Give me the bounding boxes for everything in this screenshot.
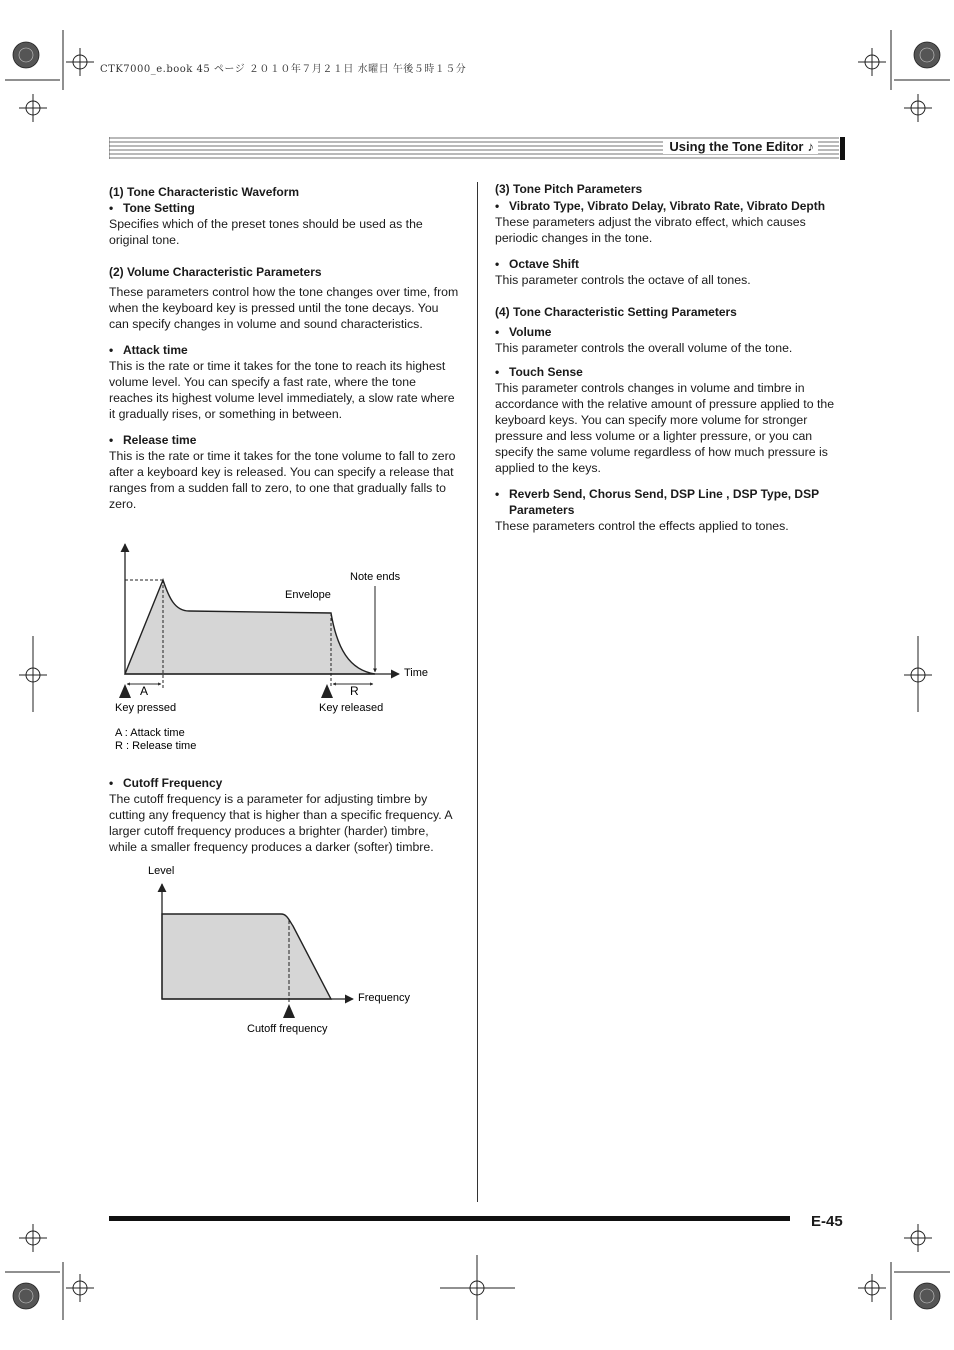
- footer-rule: [109, 1216, 790, 1221]
- bullet-octave-shift: • Octave Shift: [495, 257, 580, 271]
- print-info: CTK7000_e.book 45 ページ ２０１０年７月２１日 水曜日 午後５時１５分: [100, 64, 467, 75]
- touch-sense-text: This parameter controls changes in volume and timbre in accordance with the relative amount of pressure applied to the keyboard keys. You can specify more volume for stronger pressure and less volume or a lighter pressure, or you can specify the same volume regardless of how much pressure is applied to the keys.: [495, 381, 835, 475]
- bullet-vibrato: • Vibrato Type, Vibrato Delay, Vibrato Rate, Vibrato Depth: [495, 199, 826, 213]
- key-pressed-marker: [119, 684, 131, 698]
- vibrato-text: These parameters adjust the vibrato effect, which causes periodic changes in the tone.: [495, 215, 806, 245]
- bullet-attack-time: • Attack time: [109, 343, 188, 357]
- bullet-cutoff-frequency: • Cutoff Frequency: [109, 776, 223, 790]
- tone-setting-text: Specifies which of the preset tones should be used as the original tone.: [109, 217, 423, 247]
- legend-attack: A : Attack time: [115, 727, 185, 739]
- label-a: A: [140, 684, 149, 698]
- music-note-icon: ♪: [807, 139, 814, 154]
- bullet-volume: • Volume: [495, 325, 552, 339]
- header-bar: [840, 137, 845, 160]
- left-column: [109, 184, 459, 512]
- cutoff-marker: [283, 1004, 295, 1018]
- cutoff-diagram: [109, 860, 459, 1040]
- section-3-heading: (3) Tone Pitch Parameters: [495, 182, 643, 196]
- section-1-heading: (1) Tone Characteristic Waveform: [109, 185, 300, 199]
- section-4-heading: (4) Tone Characteristic Setting Parameters: [495, 305, 737, 319]
- envelope-diagram: [109, 538, 459, 758]
- bullet-effects: • Reverb Send, Chorus Send, DSP Line , DSP Type, DSP Parameters: [495, 487, 819, 517]
- attack-time-text: This is the rate or time it takes for the tone to reach its highest volume level. You can specify a fast rate, where the tone reaches its highest volume level immediately, a slow rate where it gradually rises, or something in between.: [109, 359, 455, 421]
- release-time-text: This is the rate or time it takes for the tone volume to fall to zero after a keyboard key is released. You can specify a release that ranges from a sudden fall to zero, to one that gradually falls to zero.: [109, 449, 456, 511]
- header-title: Using the Tone Editor ♪: [663, 139, 818, 154]
- label-level: Level: [148, 865, 175, 877]
- octave-shift-text: This parameter controls the octave of all tones.: [495, 273, 751, 287]
- key-released-marker: [321, 684, 333, 698]
- effects-text: These parameters control the effects applied to tones.: [495, 519, 789, 533]
- label-time: Time: [404, 667, 429, 679]
- bullet-tone-setting: • Tone Setting: [109, 201, 195, 215]
- label-key-released: Key released: [319, 702, 384, 714]
- label-r: R: [350, 684, 359, 698]
- bullet-touch-sense: • Touch Sense: [495, 365, 583, 379]
- label-frequency: Frequency: [358, 992, 410, 1004]
- cutoff-section: [109, 775, 459, 855]
- column-divider: [477, 182, 478, 1202]
- cutoff-frequency-text: The cutoff frequency is a parameter for adjusting timbre by cutting any frequency that is higher than a specific frequency. A larger cutoff frequency produces a brighter (harder) timbre, while a smaller frequency produces a darker (softer) timbre.: [109, 792, 452, 854]
- page-number: E-45: [811, 1213, 843, 1230]
- section-2-intro: These parameters control how the tone changes over time, from when the keyboard key is pressed until the tone decays. You can specify changes in volume and sound characteristics.: [109, 285, 459, 331]
- section-2-heading: (2) Volume Characteristic Parameters: [109, 265, 322, 279]
- cutoff-shape: [162, 914, 331, 999]
- label-envelope: Envelope: [285, 589, 331, 601]
- volume-text: This parameter controls the overall volume of the tone.: [495, 341, 793, 355]
- label-note-ends: Note ends: [350, 571, 401, 583]
- right-column: [495, 181, 845, 534]
- legend-release: R : Release time: [115, 740, 197, 752]
- bullet-release-time: • Release time: [109, 433, 197, 447]
- label-cutoff-frequency: Cutoff frequency: [247, 1023, 328, 1035]
- label-key-pressed: Key pressed: [115, 702, 177, 714]
